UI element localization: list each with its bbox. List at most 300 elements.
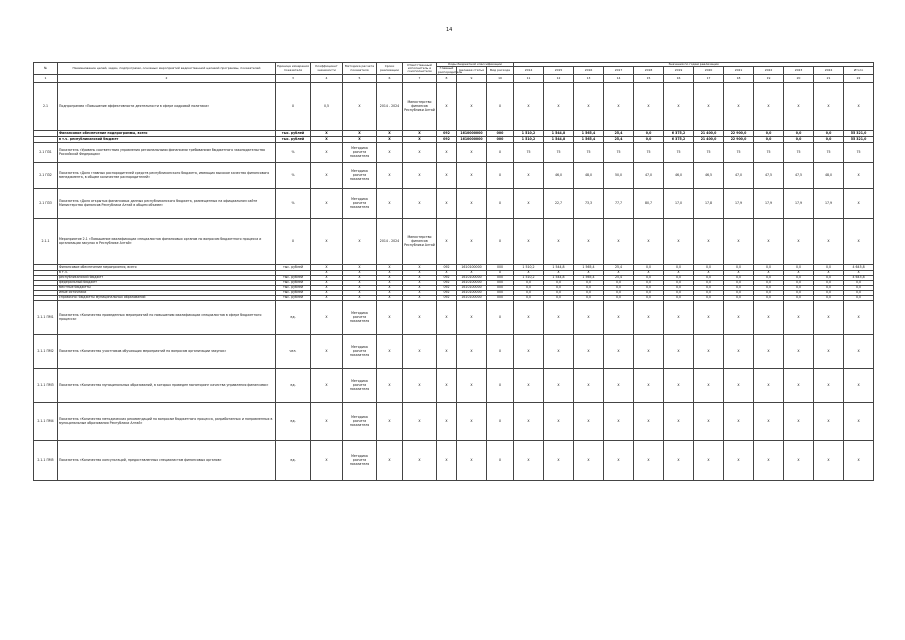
cell-year-value: 1 544,8 [544, 137, 574, 143]
cell-year-value: 75 [844, 143, 874, 163]
cell-year-value: 0,0 [574, 281, 604, 286]
cell-year-value: X [634, 301, 664, 335]
cell-year-value: X [724, 219, 754, 265]
column-number: 19 [754, 75, 784, 83]
cell-year-value: X [514, 271, 544, 276]
cell-year-value: X [814, 301, 844, 335]
cell-m: X [343, 265, 377, 271]
cell-year-value: 0,0 [604, 296, 634, 301]
cell-m: X [343, 296, 377, 301]
cell-year-value: 0,0 [664, 265, 694, 271]
cell-unit: тыс. рублей [276, 265, 311, 271]
cell-year-value: 0,0 [604, 291, 634, 296]
cell-m: X [343, 276, 377, 281]
cell-year-value: 0,0 [814, 276, 844, 281]
cell-year-value: 25,4 [604, 131, 634, 137]
cell-name: Показатель «Количество муниципальных образований, в которых проведен мониторинг качества управления финансами» [58, 369, 276, 403]
cell-year-value: X [574, 441, 604, 481]
cell-year-value: 0,0 [604, 286, 634, 291]
cell-term: X [377, 301, 403, 335]
cell-m: X [343, 137, 377, 143]
cell-year-value: 75 [544, 143, 574, 163]
cell-vr: X [487, 301, 514, 335]
cell-year-value: X [814, 369, 844, 403]
cell-year-value: X [604, 369, 634, 403]
cell-name: в т.ч. республиканский бюджет [58, 137, 276, 143]
cell-year-value: X [544, 301, 574, 335]
cell-year-value: 0,0 [634, 276, 664, 281]
cell-year-value: 0,0 [754, 276, 784, 281]
cell-vr: 000 [487, 286, 514, 291]
cell-year-value: 46,5 [694, 163, 724, 189]
cell-year-value: 0,0 [814, 265, 844, 271]
cell-k: X [311, 143, 343, 163]
header-coefficient: Коэффициент значимости [311, 63, 343, 75]
cell-cs: X [457, 301, 487, 335]
cell-term: 2014 - 2024 [377, 219, 403, 265]
cell-year-value: X [844, 189, 874, 219]
cell-year-value: X [814, 271, 844, 276]
cell-vr: X [487, 83, 514, 131]
cell-term: X [377, 296, 403, 301]
cell-k: X [311, 286, 343, 291]
cell-year-value: X [844, 271, 874, 276]
cell-no: 2.1.1 ПМ5 [34, 441, 58, 481]
cell-term: X [377, 403, 403, 441]
column-number: 22 [844, 75, 874, 83]
cell-year-value: X [784, 271, 814, 276]
column-number: 14 [604, 75, 634, 83]
cell-year-value: 0,0 [694, 265, 724, 271]
cell-vr: X [487, 143, 514, 163]
cell-resp: X [403, 281, 437, 286]
header-year: 2020 [694, 67, 724, 75]
cell-year-value: X [604, 83, 634, 131]
column-number: 13 [574, 75, 604, 83]
cell-gr: X [437, 163, 457, 189]
cell-year-value: 17,9 [724, 189, 754, 219]
cell-term: X [377, 281, 403, 286]
cell-unit: тыс. рублей [276, 137, 311, 143]
cell-name: Показатель «Уровень соответствия управления региональными финансами требованиям бюджетного законодательства Российской Федерации» [58, 143, 276, 163]
cell-year-value: 0,0 [784, 137, 814, 143]
cell-no: 2.1.1 ПМ3 [34, 369, 58, 403]
cell-m: Методика расчета показателя [343, 301, 377, 335]
cell-year-value: X [844, 163, 874, 189]
cell-year-value: 0,0 [574, 296, 604, 301]
cell-name: Показатель «Доля открытых финансовых данных республиканского бюджета, размещенных на официальном сайте Министерства финансов Республики Алтай в общем объеме» [58, 189, 276, 219]
cell-year-value: X [844, 219, 874, 265]
header-year: 2018 [634, 67, 664, 75]
cell-year-value: X [634, 441, 664, 481]
cell-year-value: 0,0 [784, 291, 814, 296]
cell-unit: тыс. рублей [276, 291, 311, 296]
cell-k: X [311, 219, 343, 265]
cell-year-value: 47,0 [724, 163, 754, 189]
cell-year-value: X [514, 163, 544, 189]
header-finance-group: Коды бюджетной классификации [437, 63, 514, 67]
cell-vr: X [487, 163, 514, 189]
cell-unit: ед. [276, 301, 311, 335]
cell-unit: ед. [276, 369, 311, 403]
cell-year-value: 21 400,0 [694, 131, 724, 137]
header-unit: Единица измерения показателя [276, 63, 311, 75]
cell-year-value: 0,0 [784, 281, 814, 286]
cell-year-value: 0,0 [634, 296, 664, 301]
cell-year-value: 75 [604, 143, 634, 163]
cell-term: X [377, 291, 403, 296]
cell-year-value: 6 375,2 [664, 131, 694, 137]
cell-year-value: X [784, 219, 814, 265]
cell-year-value: 75 [694, 143, 724, 163]
cell-cs: 1610000000 [457, 131, 487, 137]
cell-year-value: 17,9 [754, 189, 784, 219]
cell-vr: X [487, 403, 514, 441]
cell-cs: 1610100000 [457, 296, 487, 301]
cell-year-value: 0,0 [544, 286, 574, 291]
cell-cs: X [457, 335, 487, 369]
cell-year-value: X [784, 441, 814, 481]
cell-year-value: X [604, 301, 634, 335]
cell-year-value: 0,0 [664, 281, 694, 286]
cell-year-value: X [604, 219, 634, 265]
cell-term: 2014 - 2024 [377, 83, 403, 131]
cell-name: Мероприятие 2.1 «Повышение квалификации специалистов финансовых органов по вопросам бюджетного процесса и организации закупок в Республике Алтай» [58, 219, 276, 265]
header-name: Наименование целей, задач, подпрограмм, основных мероприятий ведомственной целевой программы, показателей [58, 63, 276, 75]
column-number: 3 [276, 75, 311, 83]
cell-year-value: X [784, 369, 814, 403]
cell-year-value: X [694, 301, 724, 335]
cell-year-value: 0,0 [514, 291, 544, 296]
header-method: Методика расчета показателя [343, 63, 377, 75]
cell-year-value: X [544, 335, 574, 369]
cell-year-value: 75 [574, 143, 604, 163]
cell-unit: тыс. рублей [276, 296, 311, 301]
cell-year-value: 0,0 [634, 281, 664, 286]
cell-year-value: 0,0 [694, 276, 724, 281]
cell-name: справочно: бюджеты муниципальных образований [58, 296, 276, 301]
cell-year-value: 0,0 [634, 137, 664, 143]
cell-m: Методика расчета показателя [343, 143, 377, 163]
header-year: 2023 [784, 67, 814, 75]
cell-year-value: 0,0 [634, 291, 664, 296]
cell-year-value: X [724, 441, 754, 481]
cell-k: X [311, 137, 343, 143]
table-row [34, 301, 874, 335]
cell-k: X [311, 271, 343, 276]
cell-year-value: 55 321,0 [844, 131, 874, 137]
cell-resp: X [403, 301, 437, 335]
cell-vr: 000 [487, 131, 514, 137]
cell-year-value: 1 544,8 [544, 276, 574, 281]
cell-year-value: X [514, 369, 544, 403]
cell-year-value: 1 544,8 [544, 265, 574, 271]
cell-year-value: 25,4 [604, 137, 634, 143]
cell-year-value: 75 [634, 143, 664, 163]
cell-year-value: 4 645,8 [844, 276, 874, 281]
cell-name: Показатель «Доля главных распорядителей средств республиканского бюджета, имеющих высокое качество финансового менеджмента, в общем количестве распорядителей» [58, 163, 276, 189]
cell-year-value: X [694, 83, 724, 131]
cell-gr: X [437, 271, 457, 276]
cell-year-value: 0,0 [784, 286, 814, 291]
cell-year-value: 0,0 [634, 131, 664, 137]
cell-year-value: X [634, 335, 664, 369]
program-table-container [33, 62, 869, 481]
cell-year-value: 0,0 [694, 296, 724, 301]
column-number: 8 [437, 75, 457, 83]
cell-year-value: 0,0 [844, 281, 874, 286]
cell-year-value: 1 510,2 [514, 276, 544, 281]
cell-term: X [377, 271, 403, 276]
cell-resp: X [403, 271, 437, 276]
table-row [34, 441, 874, 481]
column-number: 4 [311, 75, 343, 83]
cell-resp: X [403, 291, 437, 296]
cell-year-value: 1 510,2 [514, 137, 544, 143]
cell-year-value: X [514, 83, 544, 131]
cell-year-value: 0,0 [724, 286, 754, 291]
cell-gr: X [437, 335, 457, 369]
header-number: № [34, 63, 58, 75]
cell-vr: 000 [487, 137, 514, 143]
cell-year-value: 1 544,8 [544, 131, 574, 137]
cell-name: Показатель «Количество методических рекомендаций по вопросам бюджетного процесса, разработанных и направленных в муниципальные образования Республики Алтай» [58, 403, 276, 441]
cell-term: X [377, 441, 403, 481]
cell-year-value: 0,0 [664, 286, 694, 291]
cell-k: 0,5 [311, 83, 343, 131]
cell-year-value: X [664, 271, 694, 276]
table-row [34, 369, 874, 403]
cell-m: Методика расчета показателя [343, 163, 377, 189]
cell-cs: X [457, 441, 487, 481]
cell-resp: X [403, 286, 437, 291]
cell-gr: 092 [437, 281, 457, 286]
cell-year-value: 0,0 [754, 281, 784, 286]
cell-year-value: 46,0 [664, 163, 694, 189]
cell-year-value: 0,0 [814, 281, 844, 286]
cell-year-value: 22 900,0 [724, 137, 754, 143]
cell-vr: 000 [487, 276, 514, 281]
cell-vr: 000 [487, 296, 514, 301]
cell-year-value: 0,0 [754, 137, 784, 143]
cell-no: 2.1 ПЗ1 [34, 143, 58, 163]
cell-k: X [311, 335, 343, 369]
cell-year-value: 0,0 [724, 276, 754, 281]
cell-cs: X [457, 271, 487, 276]
cell-cs: 1610100000 [457, 291, 487, 296]
cell-year-value: X [604, 271, 634, 276]
cell-m: X [343, 83, 377, 131]
cell-year-value: X [694, 441, 724, 481]
cell-year-value: 75 [754, 143, 784, 163]
cell-year-value: 25,4 [604, 265, 634, 271]
cell-year-value: X [664, 219, 694, 265]
cell-gr: 092 [437, 296, 457, 301]
cell-name: республиканский бюджет [58, 276, 276, 281]
cell-year-value: 25,4 [604, 276, 634, 281]
cell-year-value: 0,0 [754, 296, 784, 301]
cell-name: Финансовое обеспечение мероприятия, всего [58, 265, 276, 271]
column-number: 7 [403, 75, 437, 83]
cell-year-value: X [844, 441, 874, 481]
cell-year-value: X [664, 335, 694, 369]
table-row [34, 335, 874, 369]
cell-term: X [377, 265, 403, 271]
cell-cs: 1610100000 [457, 281, 487, 286]
cell-k: X [311, 369, 343, 403]
cell-year-value: X [664, 369, 694, 403]
cell-k: X [311, 403, 343, 441]
table-row [34, 189, 874, 219]
cell-name: местные бюджеты [58, 286, 276, 291]
header-year: 2021 [724, 67, 754, 75]
cell-m: Методика расчета показателя [343, 369, 377, 403]
header-responsible: Ответственный исполнитель и соисполнители [403, 63, 437, 75]
cell-year-value: X [574, 219, 604, 265]
cell-gr: 092 [437, 137, 457, 143]
cell-gr: X [437, 83, 457, 131]
header-term: Сроки реализации [377, 63, 403, 75]
cell-year-value: 0,0 [694, 281, 724, 286]
cell-unit: тыс. рублей [276, 131, 311, 137]
table-row [34, 219, 874, 265]
cell-year-value: 0,0 [844, 296, 874, 301]
cell-resp: X [403, 265, 437, 271]
program-table [33, 62, 874, 481]
column-number: 10 [487, 75, 514, 83]
cell-m: X [343, 291, 377, 296]
cell-resp: Министерство финансов Республики Алтай [403, 219, 437, 265]
cell-k: X [311, 281, 343, 286]
cell-year-value: X [514, 189, 544, 219]
cell-year-value: X [694, 271, 724, 276]
cell-year-value: 0,0 [724, 291, 754, 296]
cell-term: X [377, 335, 403, 369]
cell-year-value: X [574, 83, 604, 131]
column-number: 5 [343, 75, 377, 83]
cell-m: X [343, 271, 377, 276]
cell-year-value: 1 565,4 [574, 137, 604, 143]
cell-gr: X [437, 441, 457, 481]
cell-unit: тыс. рублей [276, 281, 311, 286]
cell-name: Показатель «Количество участников обучающих мероприятий по вопросам организации закупок» [58, 335, 276, 369]
cell-name: иные источники [58, 291, 276, 296]
cell-year-value: X [514, 403, 544, 441]
column-number: 15 [634, 75, 664, 83]
cell-gr: 092 [437, 265, 457, 271]
cell-m: X [343, 286, 377, 291]
cell-year-value: X [634, 403, 664, 441]
column-number: 20 [784, 75, 814, 83]
column-number: 12 [544, 75, 574, 83]
cell-resp: X [403, 131, 437, 137]
cell-gr: 092 [437, 291, 457, 296]
cell-year-value: 0,0 [514, 281, 544, 286]
cell-no: 2.1.1 ПМ4 [34, 403, 58, 441]
cell-no: 2.1.1 ПМ1 [34, 301, 58, 335]
cell-cs: X [457, 143, 487, 163]
cell-year-value: 50,0 [604, 163, 634, 189]
cell-year-value: 46,0 [544, 163, 574, 189]
cell-no: 2.1 [34, 83, 58, 131]
cell-resp: X [403, 189, 437, 219]
cell-year-value: X [754, 301, 784, 335]
cell-name: Показатель «Количество проведенных мероприятий по повышению квалификации специалистов в сфере бюджетного процесса» [58, 301, 276, 335]
cell-k: X [311, 291, 343, 296]
cell-year-value: X [724, 271, 754, 276]
cell-k: X [311, 301, 343, 335]
header-values-group: Значения по годам реализации [514, 63, 874, 67]
cell-year-value: X [664, 441, 694, 481]
cell-year-value: 1 510,2 [514, 131, 544, 137]
cell-year-value: X [754, 219, 784, 265]
cell-resp: X [403, 296, 437, 301]
cell-year-value: 17,8 [694, 189, 724, 219]
cell-year-value: X [574, 301, 604, 335]
cell-year-value: X [814, 403, 844, 441]
cell-gr: 092 [437, 276, 457, 281]
cell-year-value: X [784, 83, 814, 131]
cell-gr: 092 [437, 131, 457, 137]
cell-year-value: X [754, 369, 784, 403]
cell-k: X [311, 276, 343, 281]
cell-year-value: 0,0 [574, 286, 604, 291]
cell-name: Финансовое обеспечение подпрограммы, всего [58, 131, 276, 137]
cell-vr: X [487, 441, 514, 481]
cell-year-value: 48,0 [574, 163, 604, 189]
header-year: 2022 [754, 67, 784, 75]
column-number: 11 [514, 75, 544, 83]
cell-m: Методика расчета показателя [343, 189, 377, 219]
cell-no: 2.1.1 [34, 219, 58, 265]
cell-year-value: X [664, 403, 694, 441]
header-year: 2015 [544, 67, 574, 75]
table-row [34, 403, 874, 441]
cell-no: 2.1 ПЗ2 [34, 163, 58, 189]
cell-year-value: X [574, 335, 604, 369]
cell-resp: X [403, 143, 437, 163]
cell-year-value: 0,0 [754, 291, 784, 296]
cell-name: Подпрограмма «Повышение эффективности деятельности в сфере кадровой политики» [58, 83, 276, 131]
cell-year-value: 75 [814, 143, 844, 163]
cell-year-value: 0,0 [694, 286, 724, 291]
header-year: 2016 [574, 67, 604, 75]
cell-resp: X [403, 441, 437, 481]
cell-gr: X [437, 219, 457, 265]
cell-year-value: 0,0 [844, 286, 874, 291]
cell-year-value: X [604, 335, 634, 369]
cell-term: X [377, 286, 403, 291]
cell-no: 2.1.1 ПМ2 [34, 335, 58, 369]
cell-vr: 000 [487, 281, 514, 286]
cell-year-value: 1 565,4 [574, 265, 604, 271]
cell-year-value: 0,0 [724, 296, 754, 301]
cell-year-value: 0,0 [694, 291, 724, 296]
cell-year-value: X [754, 403, 784, 441]
cell-cs: X [457, 219, 487, 265]
cell-unit: % [276, 143, 311, 163]
cell-year-value: 75 [514, 143, 544, 163]
cell-resp: X [403, 163, 437, 189]
cell-year-value: 0,0 [514, 296, 544, 301]
cell-year-value: X [844, 83, 874, 131]
cell-year-value: 1 565,4 [574, 131, 604, 137]
cell-term: X [377, 131, 403, 137]
cell-year-value: X [724, 369, 754, 403]
header-year: 2024 [814, 67, 844, 75]
cell-year-value: X [514, 441, 544, 481]
table-row [34, 143, 874, 163]
